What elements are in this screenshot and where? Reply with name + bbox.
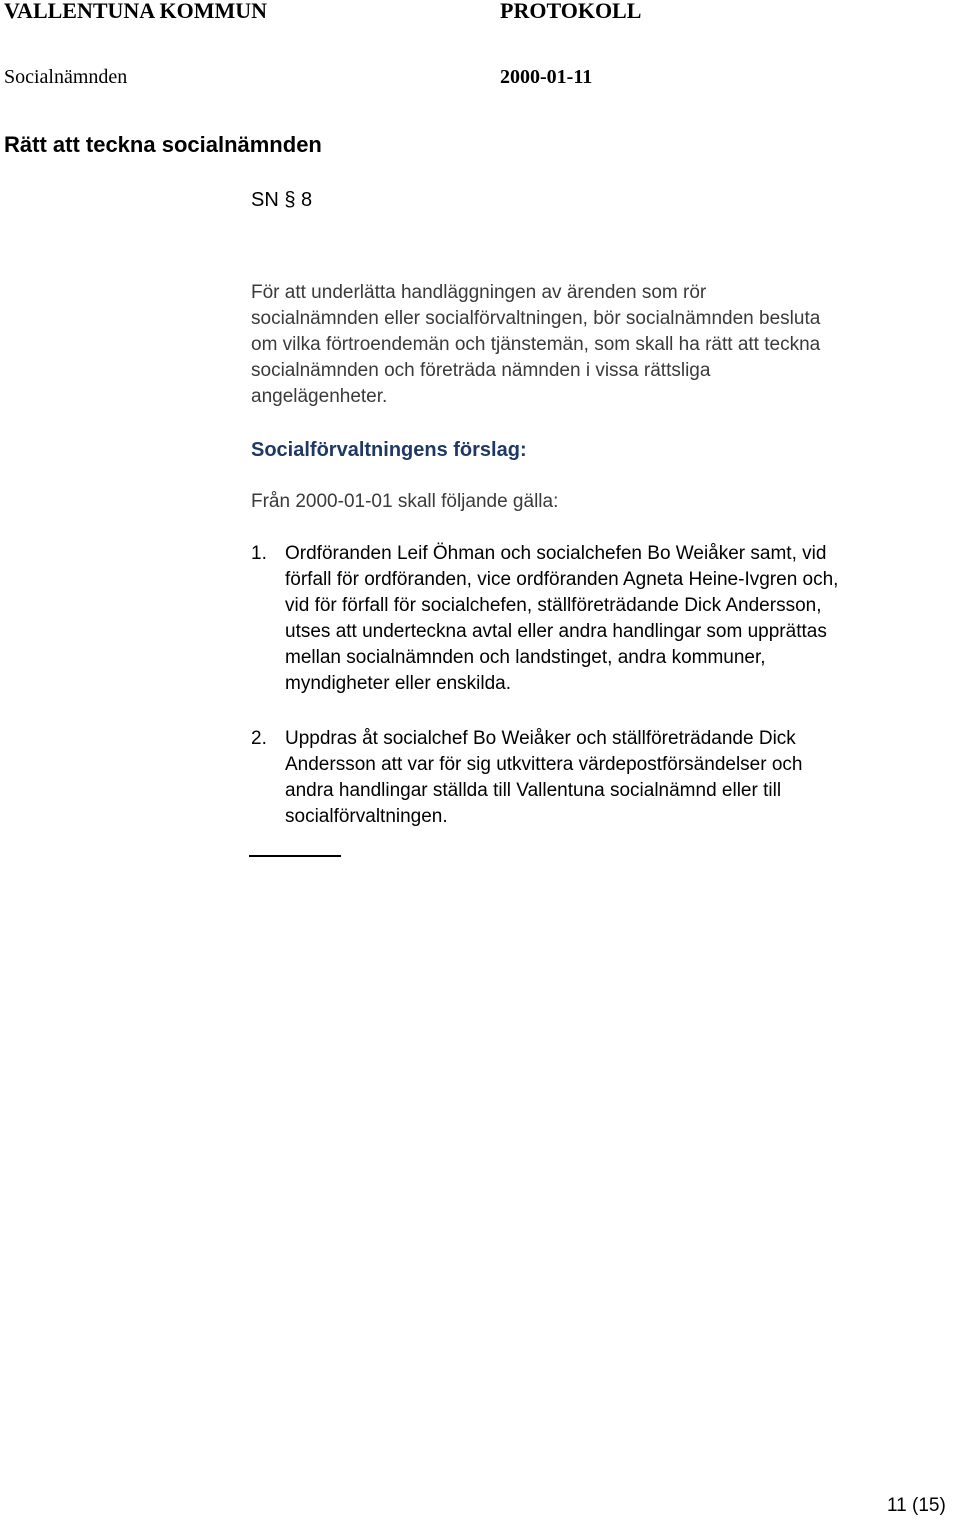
list-item-line: myndigheter eller enskilda.: [285, 673, 512, 694]
organization-name: VALLENTUNA KOMMUN: [4, 0, 268, 23]
list-item-line: socialförvaltningen.: [285, 806, 448, 827]
intro-line: om vilka förtroendemän och tjänstemän, som skall ha rätt att teckna: [251, 334, 821, 355]
intro-line: socialnämnden eller socialförvaltningen, bör socialnämnden besluta: [251, 308, 821, 329]
list-item-line: Uppdras åt socialchef Bo Weiåker och ställföreträdande Dick: [285, 728, 796, 749]
list-item-line: Andersson att var för sig utkvittera värdepostförsändelser och: [285, 754, 803, 775]
page-number: 11 (15): [887, 1495, 946, 1516]
list-item-number: 1.: [251, 543, 267, 564]
list-item-number: 2.: [251, 728, 267, 749]
closing-rule: [249, 855, 341, 857]
intro-line: angelägenheter.: [251, 386, 388, 407]
list-item-line: utses att underteckna avtal eller andra handlingar som upprättas: [285, 621, 827, 642]
list-item-line: andra handlingar ställda till Vallentuna socialnämnd eller till: [285, 780, 782, 801]
proposal-heading: Socialförvaltningens förslag:: [251, 439, 527, 461]
list-item-text: [285, 541, 838, 697]
list-item-line: vid för förfall för socialchefen, ställföreträdande Dick Andersson,: [285, 595, 822, 616]
list-item-line: mellan socialnämnden och landstinget, andra kommuner,: [285, 647, 766, 668]
document-type: PROTOKOLL: [500, 0, 642, 23]
intro-paragraph: [251, 280, 951, 410]
list-item-line: Ordföranden Leif Öhman och socialchefen Bo Weiåker samt, vid: [285, 543, 827, 564]
effective-date-text: Från 2000-01-01 skall följande gälla:: [251, 491, 559, 512]
meeting-date: 2000-01-11: [500, 66, 593, 88]
list-item-text: [285, 726, 802, 830]
section-title: Rätt att teckna socialnämnden: [4, 132, 322, 157]
section-reference: SN § 8: [251, 189, 313, 211]
list-item-line: förfall för ordföranden, vice ordföranden Agneta Heine-Ivgren och,: [285, 569, 839, 590]
intro-line: För att underlätta handläggningen av ärenden som rör: [251, 282, 707, 303]
intro-line: socialnämnden och företräda nämnden i vissa rättsliga: [251, 360, 711, 381]
committee-name: Socialnämnden: [4, 66, 128, 88]
